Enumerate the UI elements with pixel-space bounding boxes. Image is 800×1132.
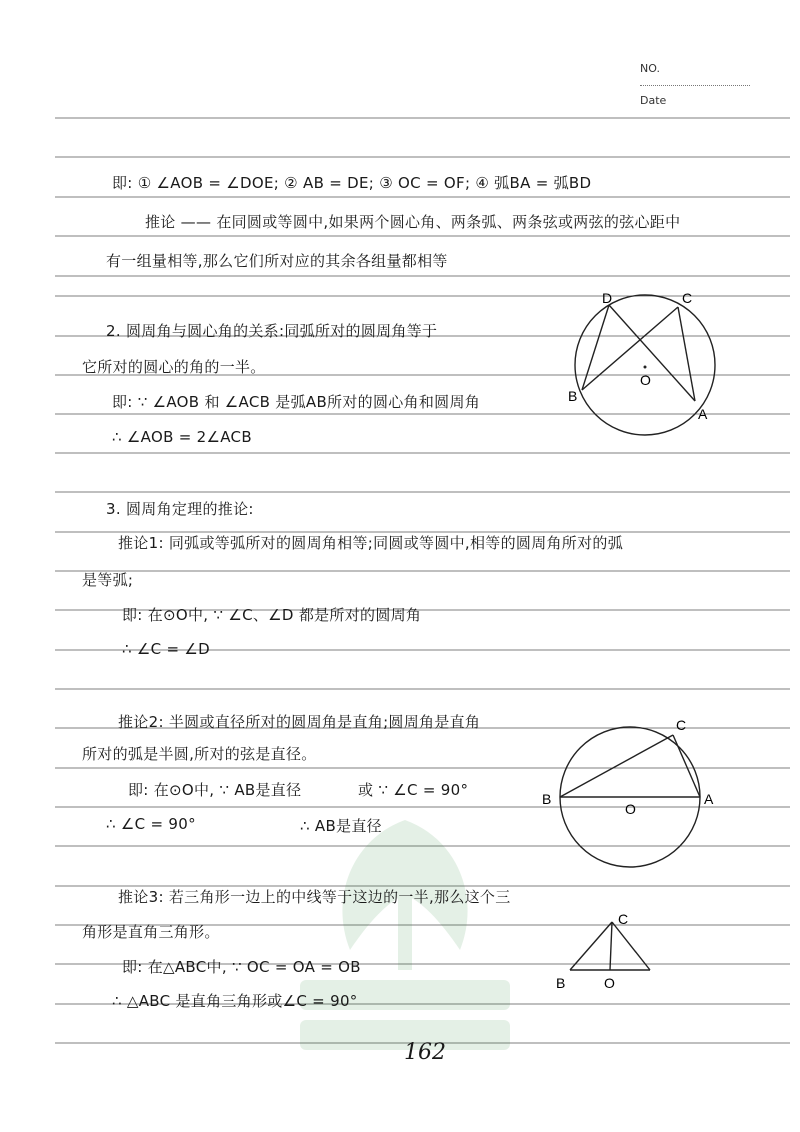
text-line-14: 所对的弧是半圆,所对的弦是直径。 [82,745,317,763]
diagram-inscribed-angle [560,285,735,445]
label-C: C [682,290,693,306]
no-dotted-line [640,77,750,86]
text-line-8: 3. 圆周角定理的推论: [106,500,254,518]
watermark-logo [290,800,520,1060]
segment-CA [678,307,695,401]
text-line-18: 角形是直角三角形。 [82,923,220,941]
date-label: Date [640,94,667,107]
label-A: A [704,791,714,807]
text-line-1: 即: ① ∠AOB = ∠DOE; ② AB = DE; ③ OC = OF; ④ 弧BA = 弧BD [112,174,592,192]
text-line-13: 推论2: 半圆或直径所对的圆周角是直角;圆周角是直角 [118,713,481,731]
chord-BC [560,735,673,797]
label-A: A [698,406,708,422]
diagram-diameter-right-angle [538,710,728,875]
center-point [644,366,647,369]
text-line-9: 推论1: 同弧或等弧所对的圆周角相等;同圆或等圆中,相等的圆周角所对的弧 [118,534,623,552]
label-B: B [556,975,566,991]
text-line-17: 推论3: 若三角形一边上的中线等于这边的一半,那么这个三 [118,888,511,906]
side-CA [612,922,650,970]
page-header [640,62,750,107]
text-line-15b: 或 ∵ ∠C = 90° [358,781,469,799]
label-D: D [602,290,613,306]
page-number: 162 [404,1040,446,1065]
circle-outline [575,295,715,435]
text-line-15a: 即: 在⊙O中, ∵ AB是直径 [128,781,302,799]
side-BC [570,922,612,970]
label-O: O [640,372,651,388]
text-line-4: 2. 圆周角与圆心角的关系:同弧所对的圆周角等于 [106,322,438,340]
label-C: C [618,911,629,927]
segment-DB [582,305,609,390]
segment-DA [609,305,695,401]
text-line-12: ∴ ∠C = ∠D [122,640,211,658]
text-line-20: ∴ △ABC 是直角三角形或∠C = 90° [112,992,358,1010]
text-line-19: 即: 在△ABC中, ∵ OC = OA = OB [122,958,361,976]
text-line-5: 它所对的圆心的角的一半。 [82,358,266,376]
label-O: O [604,975,615,991]
text-line-6: 即: ∵ ∠AOB 和 ∠ACB 是弧AB所对的圆心角和圆周角 [112,393,481,411]
label-O: O [625,801,636,817]
label-B: B [542,791,552,807]
text-line-11: 即: 在⊙O中, ∵ ∠C、∠D 都是所对的圆周角 [122,606,422,624]
text-line-16a: ∴ ∠C = 90° [106,815,196,833]
text-line-16b: ∴ AB是直径 [300,817,382,835]
label-B: B [568,388,578,404]
text-line-2: 推论 —— 在同圆或等圆中,如果两个圆心角、两条弧、两条弦或两弦的弦心距中 [145,213,681,231]
segment-CB [582,307,678,390]
median-CO [610,922,612,970]
text-line-10: 是等弧; [82,571,134,589]
text-line-3: 有一组量相等,那么它们所对应的其余各组量都相等 [106,252,448,270]
chord-CA [673,735,700,797]
label-C: C [676,717,687,733]
no-label: NO. [640,62,660,75]
text-line-7: ∴ ∠AOB = 2∠ACB [112,428,252,446]
diagram-median-triangle [548,908,658,993]
